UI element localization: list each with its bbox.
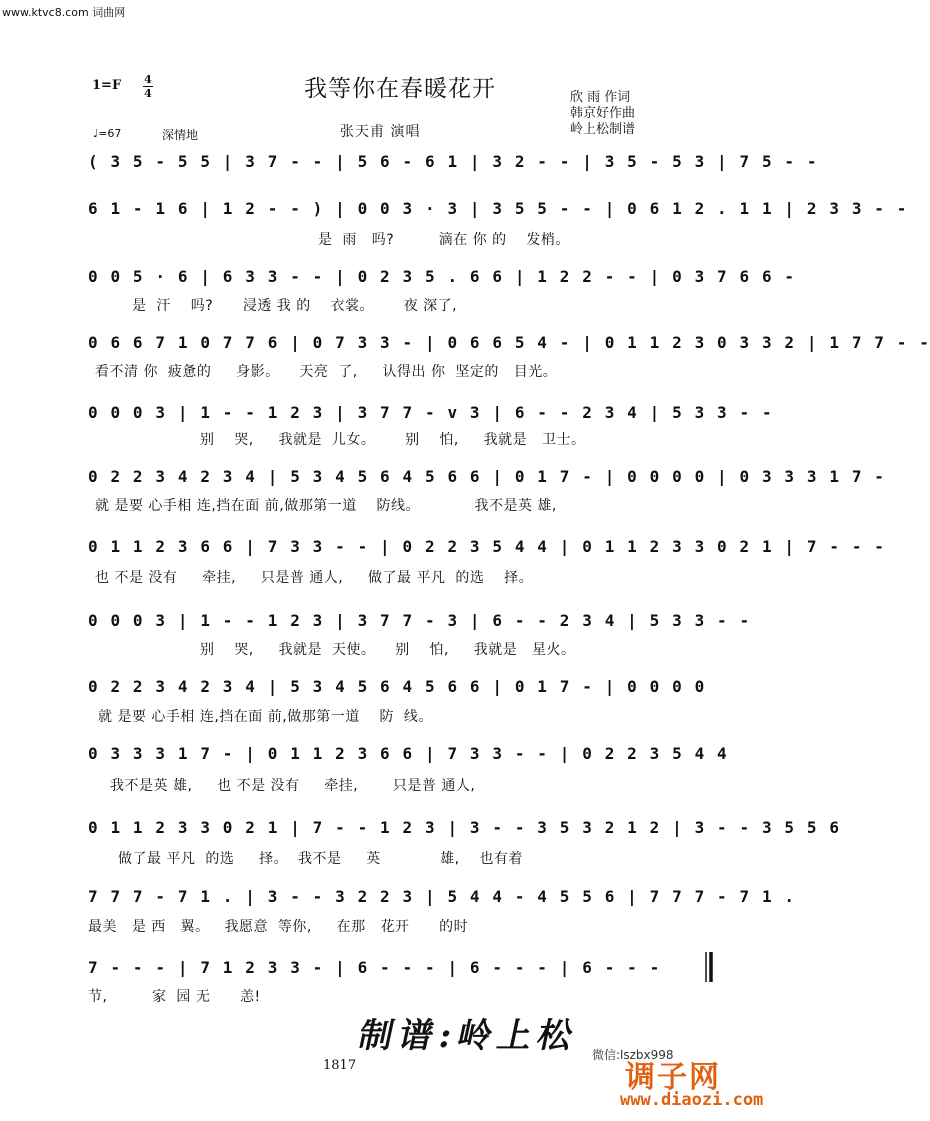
notes-line-6: 0 2 2 3 4 2 3 4 | 5 3 4 5 6 4 5 6 6 | 0 1 7 - | 0 0 0 0 | 0 3 3 3 1 7 - [88, 467, 886, 486]
notes-line-1: ( 3 5 - 5 5 | 3 7 - - | 5 6 - 6 1 | 3 2 - - | 3 5 - 5 3 | 7 5 - - [88, 152, 819, 171]
lyrics-line-10: 我不是英 雄, 也 不是 没有 牵挂, 只是普 通人, [110, 778, 476, 794]
wechat-contact: 微信:lszbx998 [592, 1048, 674, 1062]
time-signature-bottom: 4 [144, 87, 152, 100]
notes-line-12: 7 7 7 - 7 1 . | 3 - - 3 2 2 3 | 5 4 4 - 4 5 5 6 | 7 7 7 - 7 1 . [88, 887, 796, 906]
lyrics-line-3: 是 汗 吗? 浸透 我 的 衣裳。 夜 深了, [132, 298, 458, 314]
notes-line-13: 7 - - - | 7 1 2 3 3 - | 6 - - - | 6 - - - | 6 - - - [88, 958, 661, 977]
lyrics-line-2: 是 雨 吗? 滴在 你 的 发梢。 [318, 232, 570, 248]
lyrics-line-8: 别 哭, 我就是 天使。 别 怕, 我就是 星火。 [200, 642, 576, 658]
notes-line-4: 0 6 6 7 1 0 7 7 6 | 0 7 3 3 - | 0 6 6 5 4 - | 0 1 1 2 3 0 3 3 2 | 1 7 7 - - [88, 333, 930, 352]
transcriber-signature: 制谱:岭上松 [355, 1016, 583, 1056]
lyrics-line-13: 节, 家 园 无 恙! [88, 989, 261, 1005]
notes-line-11: 0 1 1 2 3 3 0 2 1 | 7 - - 1 2 3 | 3 - - 3 5 3 2 1 2 | 3 - - 3 5 5 6 [88, 818, 841, 837]
lyrics-line-12: 最美 是 西 翼。 我愿意 等你, 在那 花开 的时 [88, 919, 469, 935]
site-watermark-text: www.ktvc8.com 词曲网 [2, 6, 126, 19]
notes-line-7: 0 1 1 2 3 6 6 | 7 3 3 - - | 0 2 2 3 5 4 4 | 0 1 1 2 3 3 0 2 1 | 7 - - - [88, 537, 886, 556]
credit-lyricist: 欣 雨 作词 [570, 90, 631, 105]
lyrics-line-9: 就 是要 心手相 连,挡在面 前,做那第一道 防 线。 [98, 709, 433, 725]
singer: 张天甫 演唱 [340, 124, 421, 140]
song-title: 我等你在春暖花开 [304, 76, 496, 102]
lyrics-line-7: 也 不是 没有 牵挂, 只是普 通人, 做了最 平凡 的选 择。 [95, 570, 534, 586]
time-signature [143, 74, 153, 99]
lyrics-line-11: 做了最 平凡 的选 择。 我不是 英 雄, 也有着 [118, 851, 523, 867]
notes-line-10: 0 3 3 3 1 7 - | 0 1 1 2 3 6 6 | 7 3 3 - - | 0 2 2 3 5 4 4 [88, 744, 729, 763]
credit-transcriber: 岭上松制谱 [570, 122, 636, 137]
notes-line-3: 0 0 5 · 6 | 6 3 3 - - | 0 2 3 5 . 6 6 | 1 2 2 - - | 0 3 7 6 6 - [88, 267, 796, 286]
page-number: 1817 [323, 1058, 357, 1073]
notes-line-8: 0 0 0 3 | 1 - - 1 2 3 | 3 7 7 - 3 | 6 - - 2 3 4 | 5 3 3 - - [88, 611, 751, 630]
notes-line-5: 0 0 0 3 | 1 - - 1 2 3 | 3 7 7 - v 3 | 6 - - 2 3 4 | 5 3 3 - - [88, 403, 774, 422]
lyrics-line-6: 就 是要 心手相 连,挡在面 前,做那第一道 防线。 我不是英 雄, [95, 498, 557, 514]
notes-line-9: 0 2 2 3 4 2 3 4 | 5 3 4 5 6 4 5 6 6 | 0 1 7 - | 0 0 0 0 [88, 677, 706, 696]
credit-composer: 韩京好作曲 [570, 106, 636, 121]
key-signature: 1=F [92, 78, 122, 93]
final-barline [700, 950, 720, 984]
tempo-mark: ♩=67 [93, 127, 122, 140]
watermark-logo-text: 调子网 [625, 1060, 721, 1095]
time-signature-top: 4 [144, 73, 152, 86]
expression-mark: 深情地 [162, 128, 199, 142]
lyrics-line-4: 看不清 你 疲惫的 身影。 天亮 了, 认得出 你 坚定的 目光。 [95, 364, 558, 380]
notes-line-2: 6 1 - 1 6 | 1 2 - - ) | 0 0 3 · 3 | 3 5 5 - - | 0 6 1 2 . 1 1 | 2 3 3 - - [88, 199, 908, 218]
watermark-url: www.diaozi.com [620, 1090, 764, 1110]
lyrics-line-5: 别 哭, 我就是 儿女。 别 怕, 我就是 卫士。 [200, 432, 586, 448]
credits [570, 90, 635, 138]
